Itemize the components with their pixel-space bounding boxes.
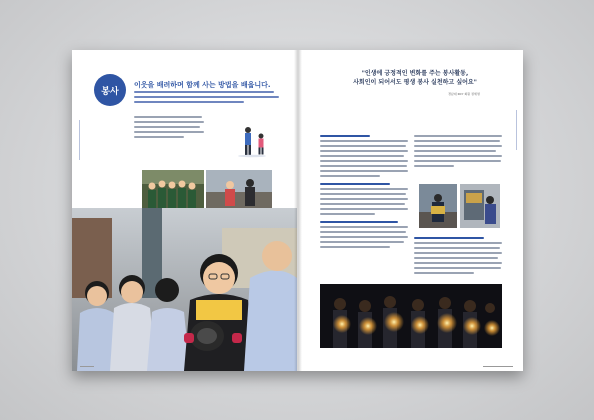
main-volunteer-photo — [72, 208, 297, 371]
right-folio — [483, 366, 513, 368]
magazine-spread — [72, 50, 523, 371]
text-column-left — [320, 132, 408, 251]
donation-photo-2 — [460, 184, 500, 228]
right-page — [298, 50, 523, 371]
pull-quote — [320, 70, 510, 87]
category-badge: 봉사 — [94, 74, 126, 106]
byline: 경남대 RCY 회원 권세명 — [448, 92, 480, 96]
volunteer-illustration — [232, 122, 276, 158]
page-gutter — [294, 50, 302, 371]
candlelight-photo — [320, 284, 502, 348]
text-column-right — [414, 132, 502, 170]
group-photo-small — [142, 170, 204, 208]
page-headline: 이웃을 배려하며 함께 사는 방법을 배웁니다. — [134, 81, 271, 89]
donation-photo-1 — [419, 184, 457, 228]
pull-quote-line2: 사회인이 되어서도 평생 봉사 실천하고 싶어요" — [353, 78, 477, 86]
pull-quote-line1: "인생에 긍정적인 변화를 주는 봉사활동, — [361, 70, 469, 77]
left-page — [72, 50, 297, 371]
right-side-tab — [516, 110, 517, 150]
text-column-right-lower — [414, 234, 502, 277]
left-side-tab — [78, 120, 80, 160]
intro-paragraph — [134, 91, 284, 106]
body-text-block — [134, 116, 204, 141]
outdoor-photo-small — [206, 170, 272, 208]
left-folio — [80, 366, 94, 368]
